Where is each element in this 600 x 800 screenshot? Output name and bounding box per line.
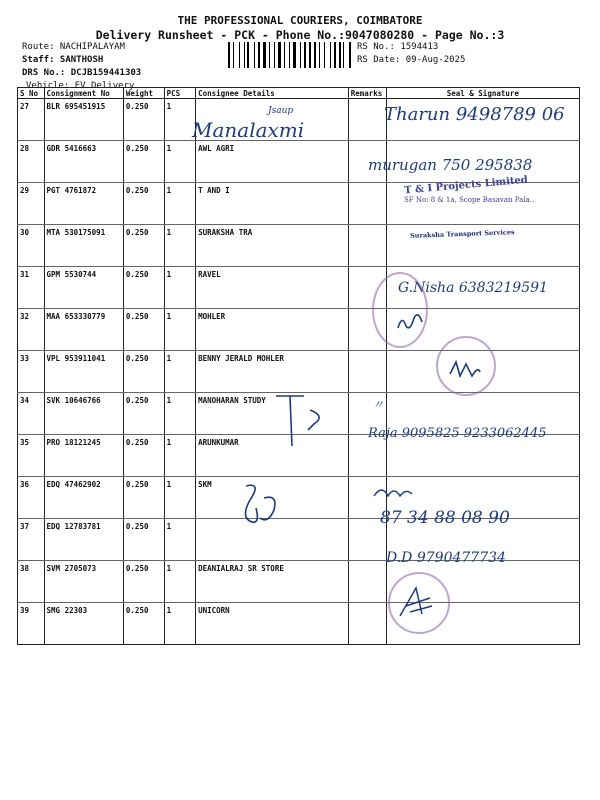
barcode-bar [321, 42, 323, 68]
table-header-row [18, 88, 580, 99]
cell-pcs: 1 [164, 141, 196, 183]
barcode-bar [312, 42, 313, 68]
rs-number: RS No.: 1594413 [357, 42, 439, 52]
cell-weight: 0.250 [123, 351, 164, 393]
cell-consignment: SMG 22303 [44, 603, 123, 645]
remarks-mark-34: 〃 [372, 398, 385, 412]
cell-consignment: SVM 2705073 [44, 561, 123, 603]
col-seal: Seal & Signature [386, 88, 579, 99]
cell-weight: 0.250 [123, 477, 164, 519]
cell-pcs: 1 [164, 267, 196, 309]
cell-pcs: 1 [164, 477, 196, 519]
barcode-bar [286, 42, 288, 68]
barcode-bar [271, 42, 273, 68]
barcode-bar [284, 42, 285, 68]
company-title: THE PROFESSIONAL COURIERS, COIMBATORE [177, 14, 423, 27]
cell-sno: 32 [18, 309, 45, 351]
barcode-bar [228, 42, 230, 68]
cell-weight: 0.250 [123, 603, 164, 645]
cell-weight: 0.250 [123, 393, 164, 435]
table-row [18, 603, 580, 645]
cell-weight: 0.250 [123, 309, 164, 351]
route-label: Route: NACHIPALAYAM [22, 42, 125, 52]
meta-right [357, 41, 465, 67]
handwritten-note-27: Jsaup [268, 106, 294, 116]
barcode-bar [247, 42, 249, 68]
cell-consignment: MTA 530175091 [44, 225, 123, 267]
cell-consignee: AWL AGRI [196, 141, 349, 183]
cell-weight: 0.250 [123, 225, 164, 267]
barcode-bar [267, 42, 268, 68]
barcode-bar [314, 42, 316, 68]
barcode-bar [233, 42, 234, 68]
barcode-bar [235, 42, 238, 68]
cell-remarks [348, 183, 386, 225]
cell-pcs: 1 [164, 99, 196, 141]
cell-consignment: EDQ 47462902 [44, 477, 123, 519]
barcode-bar [297, 42, 299, 68]
cell-pcs: 1 [164, 393, 196, 435]
handwritten-consignee-27: Manalaxmi [192, 118, 305, 142]
handwritten-signature-35: Raja 9095825 9233062445 [368, 426, 547, 441]
cell-sno: 27 [18, 99, 45, 141]
barcode-bar [245, 42, 246, 68]
cell-consignee: DEANIALRAJ SR STORE [196, 561, 349, 603]
runsheet-subtitle: Delivery Runsheet - PCK - Phone No.:9047080280 - Page No.:3 [95, 28, 505, 42]
cell-weight: 0.250 [123, 435, 164, 477]
barcode-bar [256, 42, 257, 68]
handwritten-signature-38: D.D 9790477734 [386, 550, 506, 566]
cell-pcs: 1 [164, 351, 196, 393]
cell-pcs: 1 [164, 603, 196, 645]
cell-sno: 35 [18, 435, 45, 477]
cell-consignee: BENNY JERALD MOHLER [196, 351, 349, 393]
col-remarks: Remarks [348, 88, 386, 99]
cell-sno: 38 [18, 561, 45, 603]
cell-consignment: PGT 4761872 [44, 183, 123, 225]
cell-weight: 0.250 [123, 141, 164, 183]
cell-consignee: UNICORN [196, 603, 349, 645]
barcode-bar [291, 42, 292, 68]
col-consignment: Consignment No [44, 88, 123, 99]
cell-sno: 34 [18, 393, 45, 435]
cell-weight: 0.250 [123, 99, 164, 141]
cell-sno: 29 [18, 183, 45, 225]
col-pcs: PCS [164, 88, 196, 99]
barcode-bar [263, 42, 266, 68]
handwritten-signature-31: G.Nisha 6383219591 [398, 280, 548, 296]
barcode-bar [250, 42, 253, 68]
handwritten-signature-37: 87 34 88 08 90 [380, 508, 510, 528]
cell-consignment: VPL 953911041 [44, 351, 123, 393]
barcode-bar [278, 42, 281, 68]
drs-label: DRS No.: DCJB159441303 [22, 68, 142, 78]
barcode-bar [324, 42, 325, 68]
barcode-bar [332, 42, 333, 68]
cell-remarks [348, 603, 386, 645]
barcode-bar [319, 42, 320, 68]
cell-consignment: BLR 695451915 [44, 99, 123, 141]
cell-remarks [348, 99, 386, 141]
col-sno: S No [18, 88, 45, 99]
barcode-bar [349, 42, 351, 68]
barcode-bar [302, 42, 303, 68]
cell-weight: 0.250 [123, 183, 164, 225]
barcode-bar [300, 42, 301, 68]
barcode-bar [339, 42, 341, 68]
barcode-bar [345, 42, 348, 68]
barcode-bar [343, 42, 344, 68]
barcode-bar [342, 42, 343, 68]
barcode-bar [239, 42, 240, 68]
signature-scribble-35 [270, 390, 330, 456]
cell-remarks [348, 351, 386, 393]
cell-pcs: 1 [164, 309, 196, 351]
barcode-bar [352, 42, 353, 68]
barcode-bar [330, 42, 331, 68]
cell-consignee: SKM [196, 477, 349, 519]
cell-consignee: ARUNKUMAR [196, 435, 349, 477]
cell-pcs: 1 [164, 561, 196, 603]
barcode-bar [334, 42, 336, 68]
barcode-bar [307, 42, 308, 68]
rs-date: RS Date: 09-Aug-2025 [357, 55, 466, 65]
cell-weight: 0.250 [123, 561, 164, 603]
cell-remarks [348, 561, 386, 603]
handwritten-signature-28: murugan 750 295838 [368, 156, 533, 174]
barcode-image [228, 42, 354, 68]
cell-pcs: 1 [164, 519, 196, 561]
cell-weight: 0.250 [123, 267, 164, 309]
cell-consignment: PRO 18121245 [44, 435, 123, 477]
stamp-text-29: T & I Projects Limited [403, 174, 529, 197]
barcode-bar [241, 42, 243, 68]
barcode-bar [269, 42, 270, 68]
cell-sno: 37 [18, 519, 45, 561]
cell-consignee: MOHLER [196, 309, 349, 351]
cell-sno: 36 [18, 477, 45, 519]
cell-consignee: SURAKSHA TRA [196, 225, 349, 267]
barcode-bar [293, 42, 296, 68]
cell-consignment: EDQ 12783781 [44, 519, 123, 561]
barcode-bar [282, 42, 283, 68]
stamp-text-29-address: SF No: 8 & 1a, Scope Basavan Pala.. [404, 196, 535, 204]
cell-consignee: RAVEL [196, 267, 349, 309]
staff-label: Staff: SANTHOSH [22, 55, 104, 65]
table-row [18, 309, 580, 351]
stamp-text-30: Suraksha Transport Services [409, 228, 515, 240]
vehicle-label: Vehicle: EV Delivery [26, 81, 135, 91]
signature-scribble-36 [216, 478, 290, 530]
cell-remarks [348, 225, 386, 267]
cell-pcs: 1 [164, 183, 196, 225]
cell-pcs: 1 [164, 435, 196, 477]
barcode-bar [261, 42, 262, 68]
cell-sno: 39 [18, 603, 45, 645]
cell-sno: 31 [18, 267, 45, 309]
barcode-bar [309, 42, 312, 68]
col-weight: Weight [123, 88, 164, 99]
barcode-bar [304, 42, 306, 68]
cell-consignment: GPM 5530744 [44, 267, 123, 309]
signature-scribble-39 [396, 584, 436, 620]
cell-sno: 28 [18, 141, 45, 183]
barcode-bar [254, 42, 255, 68]
barcode-bar [326, 42, 329, 68]
cell-consignment: SVK 10646766 [44, 393, 123, 435]
cell-consignment: GDR 5416663 [44, 141, 123, 183]
barcode-bar [244, 42, 245, 68]
cell-sno: 33 [18, 351, 45, 393]
barcode-bar [276, 42, 278, 68]
barcode-bar [231, 42, 232, 68]
signature-scribble-36b [372, 482, 416, 502]
barcode-bar [274, 42, 275, 68]
cell-weight: 0.250 [123, 519, 164, 561]
cell-sno: 30 [18, 225, 45, 267]
cell-consignee: MANOHARAN STUDY [196, 393, 349, 435]
cell-consignment: MAA 653330779 [44, 309, 123, 351]
signature-scribble-33 [448, 356, 482, 382]
signature-scribble-32 [396, 308, 426, 334]
meta-left [22, 41, 141, 93]
col-consignee: Consignee Details [196, 88, 349, 99]
handwritten-signature-27: Tharun 9498789 06 [384, 104, 565, 125]
table-row [18, 561, 580, 603]
cell-pcs: 1 [164, 225, 196, 267]
barcode-bar [337, 42, 338, 68]
cell-consignee: T AND I [196, 183, 349, 225]
barcode-bar [317, 42, 318, 68]
barcode-bar [289, 42, 290, 68]
barcode-bar [258, 42, 260, 68]
